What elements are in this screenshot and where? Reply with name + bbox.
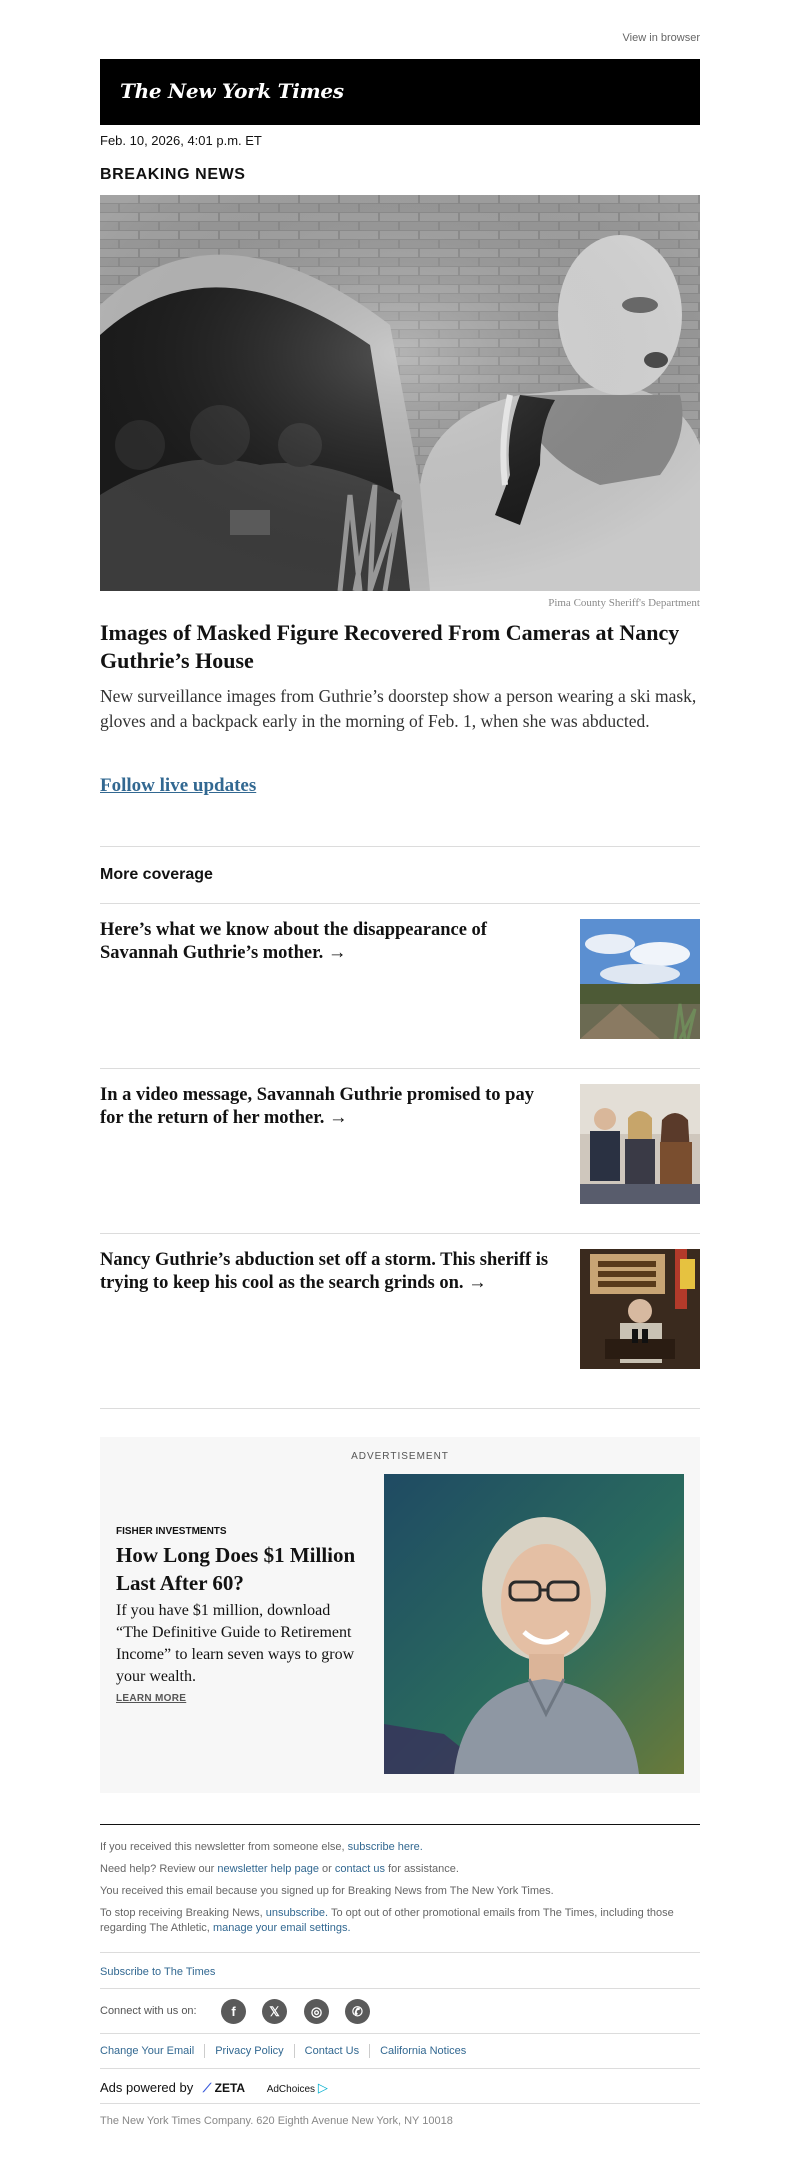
instagram-icon[interactable]: ◎ xyxy=(304,1999,329,2024)
zeta-label: ZETA xyxy=(214,2081,246,2095)
change-email-link[interactable]: Change Your Email xyxy=(100,2044,195,2057)
unsubscribe-link[interactable]: unsubscribe. xyxy=(265,1907,329,1919)
learn-more-link[interactable]: LEARN MORE xyxy=(116,1693,187,1704)
subscribe-here-link[interactable]: subscribe here. xyxy=(347,1841,423,1853)
story-title[interactable]: Here’s what we know about the disappearance of Savannah Guthrie’s mother. → xyxy=(100,920,487,963)
link-separator xyxy=(204,2044,205,2058)
lead-image[interactable] xyxy=(100,195,700,591)
facebook-icon[interactable]: f xyxy=(221,1999,246,2024)
dateline: Feb. 10, 2026, 4:01 p.m. ET xyxy=(100,133,262,148)
ad-body: If you have $1 million, download “The Definitive Guide to Retirement Income” to learn seven ways to grow your wealth. xyxy=(116,1602,355,1685)
divider xyxy=(100,1952,700,1953)
privacy-policy-link[interactable]: Privacy Policy xyxy=(215,2044,284,2057)
story-title[interactable]: In a video message, Savannah Guthrie promised to pay for the return of her mother. → xyxy=(100,1085,534,1128)
advertisement[interactable] xyxy=(100,1437,700,1793)
more-coverage-heading: More coverage xyxy=(100,866,213,883)
adchoices-icon: ▷ xyxy=(317,2080,328,2095)
divider xyxy=(100,2033,700,2034)
footer-unsubscribe xyxy=(100,1906,700,1936)
ad-brand: FISHER INVESTMENTS xyxy=(116,1526,227,1537)
footer-signup-reason: You received this email because you signed up for Breaking News from The New York Times. xyxy=(100,1885,554,1897)
image-credit: Pima County Sheriff's Department xyxy=(548,597,700,609)
divider xyxy=(100,2068,700,2069)
story-thumbnail[interactable] xyxy=(580,1084,700,1204)
adchoices-link[interactable] xyxy=(267,2080,328,2096)
ads-powered-label: Ads powered by xyxy=(100,2080,194,2095)
company-address: The New York Times Company. 620 Eighth Avenue New York, NY 10018 xyxy=(100,2115,453,2127)
contact-us-inline-link[interactable]: contact us xyxy=(334,1863,385,1875)
story-title[interactable]: Nancy Guthrie’s abduction set off a storm. This sheriff is trying to keep his cool as the search grinds on. → xyxy=(100,1250,549,1293)
footer-help xyxy=(100,1862,700,1877)
zeta-logo[interactable] xyxy=(203,2081,245,2096)
adchoices-label: AdChoices xyxy=(266,2084,316,2095)
x-icon[interactable]: 𝕏 xyxy=(262,1999,287,2024)
california-notices-link[interactable]: California Notices xyxy=(380,2044,467,2057)
footer-text: To stop receiving Breaking News, xyxy=(100,1907,263,1919)
lead-summary: New surveillance images from Guthrie’s doorstep show a person wearing a ski mask, gloves and a backpack early in the morning of Feb. 1, when she was abducted. xyxy=(100,686,697,731)
story-thumbnail[interactable] xyxy=(580,919,700,1039)
divider xyxy=(100,1068,700,1069)
footer-links xyxy=(100,2044,466,2058)
connect-label: Connect with us on: xyxy=(100,2005,197,2017)
manage-email-settings-link[interactable]: manage your email settings. xyxy=(212,1922,351,1934)
subscribe-to-times-link[interactable]: Subscribe to The Times xyxy=(100,1966,216,1978)
whatsapp-icon[interactable]: ✆ xyxy=(345,1999,370,2024)
footer-text: for assistance. xyxy=(388,1863,459,1875)
divider xyxy=(100,1233,700,1234)
ads-powered-by xyxy=(100,2080,328,2096)
zeta-icon: ⟋ xyxy=(202,2081,212,2095)
story-item[interactable] xyxy=(100,919,700,1041)
story-item[interactable] xyxy=(100,1249,700,1371)
view-in-browser-link[interactable]: View in browser xyxy=(622,32,700,44)
divider xyxy=(100,1988,700,1989)
masthead xyxy=(100,59,700,125)
ad-headline[interactable]: How Long Does $1 Million Last After 60? xyxy=(116,1543,356,1595)
link-separator xyxy=(369,2044,370,2058)
story-item[interactable] xyxy=(100,1084,700,1206)
lead-headline[interactable]: Images of Masked Figure Recovered From Cameras at Nancy Guthrie’s House xyxy=(100,620,680,673)
ad-label: ADVERTISEMENT xyxy=(351,1451,449,1462)
footer-text: Need help? Review our xyxy=(100,1863,215,1875)
nyt-logo[interactable]: The New York Times xyxy=(120,79,344,103)
footer-text: or xyxy=(322,1863,332,1875)
story-thumbnail[interactable] xyxy=(580,1249,700,1369)
divider xyxy=(100,846,700,847)
newsletter-help-link[interactable]: newsletter help page xyxy=(217,1863,319,1875)
footer-text: If you received this newsletter from someone else, xyxy=(100,1841,345,1853)
ad-image[interactable] xyxy=(384,1474,684,1774)
breaking-news-kicker: BREAKING NEWS xyxy=(100,166,246,183)
divider xyxy=(100,903,700,904)
divider xyxy=(100,2103,700,2104)
contact-us-link[interactable]: Contact Us xyxy=(304,2044,360,2057)
divider xyxy=(100,1408,700,1409)
follow-live-updates-link[interactable]: Follow live updates xyxy=(100,775,257,796)
footer-text: To opt out of other promotional emails from The Times, including those regarding The Athletic, xyxy=(100,1907,674,1934)
link-separator xyxy=(294,2044,295,2058)
footer-divider xyxy=(100,1824,700,1825)
footer-forwarded xyxy=(100,1840,700,1855)
